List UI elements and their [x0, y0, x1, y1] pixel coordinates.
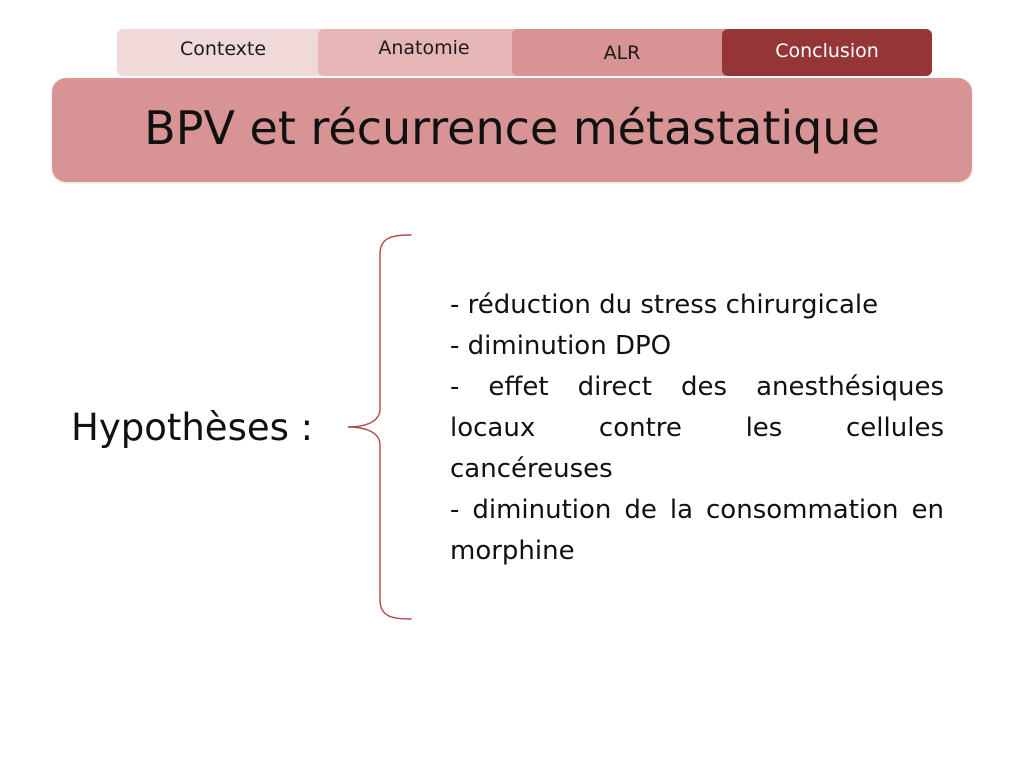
title-banner [52, 78, 972, 182]
tab-alr-label: ALR [603, 42, 641, 64]
left-curly-brace-icon [345, 232, 415, 622]
list-item: - diminution DPO [450, 331, 672, 361]
tab-alr[interactable] [512, 29, 732, 76]
tab-contexte-label: Contexte [179, 38, 267, 60]
hypotheses-list [450, 285, 944, 572]
hypotheses-label: Hypothèses : [71, 406, 314, 449]
list-item: - effet direct des anesthésiques locaux contre les cellules cancéreuses [450, 372, 944, 484]
section-nav [117, 29, 932, 77]
tab-conclusion[interactable] [722, 29, 932, 76]
tab-contexte[interactable] [117, 29, 329, 76]
list-item: - diminution de la consommation en morphine [450, 495, 944, 566]
tab-anatomie[interactable] [318, 29, 530, 76]
tab-anatomie-label: Anatomie [378, 37, 470, 59]
list-item: - réduction du stress chirurgicale [450, 290, 879, 320]
page-title: BPV et récurrence métastatique [144, 101, 880, 155]
tab-conclusion-label: Conclusion [775, 40, 879, 62]
